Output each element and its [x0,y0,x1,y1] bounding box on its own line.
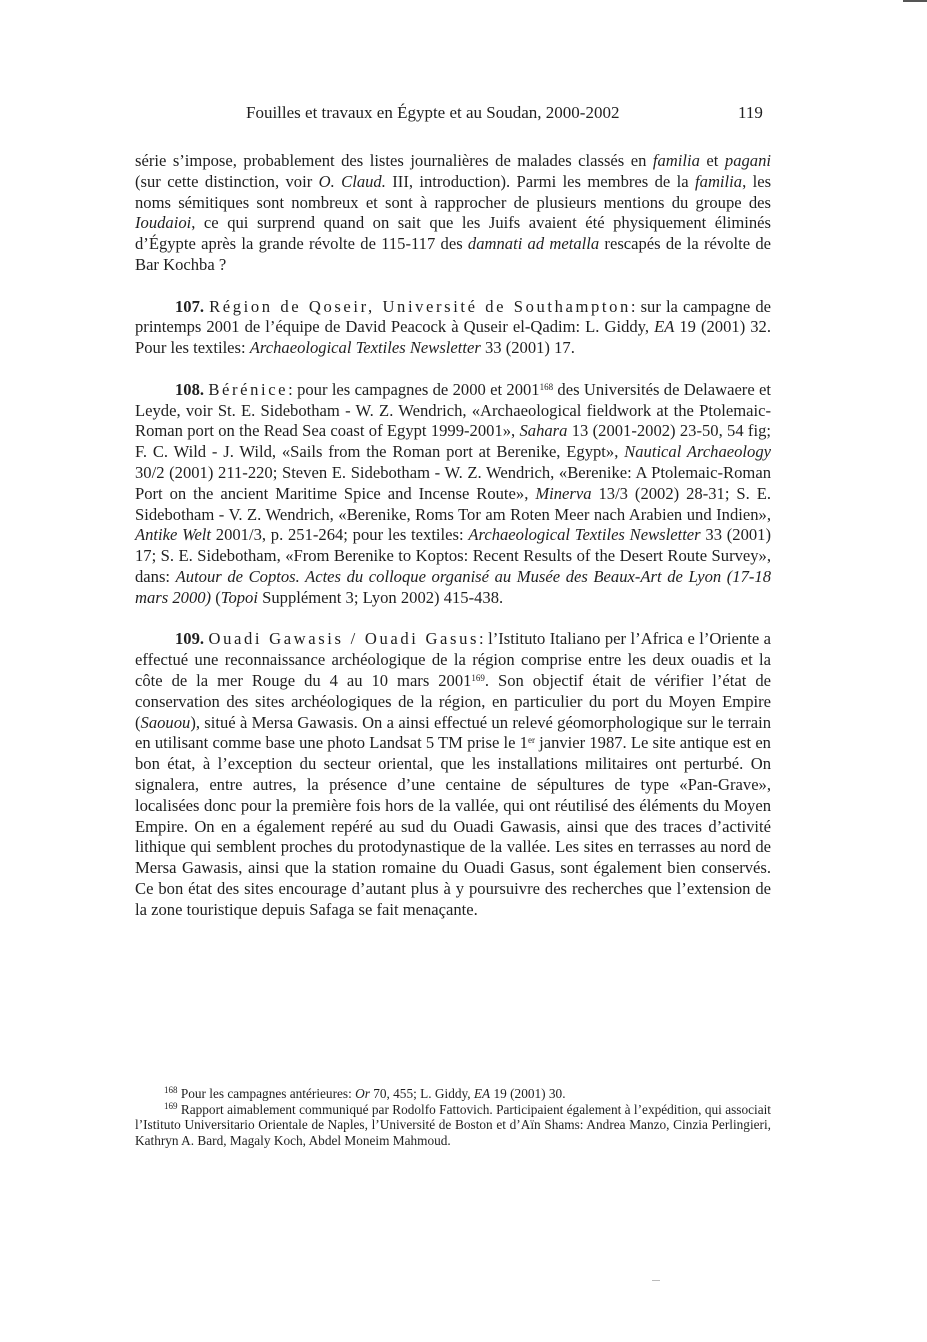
italic-reference: Autour de Coptos. Actes du colloque organisé au Musée des Beaux-Art de Lyon (17-18 mars 2000) [135,566,771,607]
text-run: . Son objectif était de vérifier l’état de conservation des sites archéologiques de la région, en particulier du port du Moyen Empire ( [135,670,771,732]
scan-mark [652,1280,660,1281]
italic-reference: Antike Welt [135,525,212,545]
italic-reference: Archaeological Textiles Newsletter [249,338,481,358]
text-run: 13/3 (2002) 28-31; S. E. Sidebotham - V. Z. Wendrich, «Berenike, Roms Tor am Roten Meer nach Arabien und Indien», [135,483,771,524]
text-run: des Universités de Delawaere et Leyde, voir St. E. Sidebotham - W. Z. Wendrich, «Archaeological fieldwork at the Ptolemaic-Roman port on the Read Sea coast of Egypt 1999-2001», [135,379,771,441]
section-number: 108. [175,379,205,399]
italic-reference: Or [355,1086,370,1101]
section-title: Ouadi Gawasis / Ouadi Gasus [208,629,480,649]
text-run: ), situé à Mersa Gawasis. On a ainsi effectué un relevé géomorphologique sur le terrain en utilisant comme base une photo Landsat 5 TM prise le 1 [135,712,771,753]
footnote-number: 169 [164,1100,178,1111]
footnote-number: 168 [164,1085,178,1095]
italic-reference: Archaeological Textiles Newsletter [468,525,701,545]
footnote-168 [135,1086,771,1102]
italic-term: familia [652,151,700,170]
italic-term: familia [695,171,743,191]
italic-term: Ioudaioi [135,213,192,233]
text-run: 70, 455; L. Giddy, [369,1086,474,1101]
italic-term: pagani [724,151,771,170]
italic-reference: O. Claud. [318,171,386,191]
text-run: (sur cette distinction, voir [135,171,319,191]
text-run: série s’impose, probablement des listes journalières de malades classés en [135,151,653,170]
text-run: , ce qui surprend quand on sait que les Juifs avaient été physiquement éliminés d’Égypte après la grande révolte de 115-117 des [135,213,771,254]
text-run: : sur la campagne de printemps 2001 de l’équipe de David Peacock à Quseir el-Qadim: L. Giddy, [135,296,771,337]
text-run: 13 (2001-2002) 23-50, 54 fig; F. C. Wild - J. Wild, «Sails from the Roman port at Berenike, Egypt», [135,421,771,462]
italic-reference: Nautical Archaeology [624,442,772,462]
section-number: 109. [175,629,205,649]
text-run: , les noms sémitiques sont nombreux et sont à rapprocher de plusieurs mentions du groupe des [135,171,772,212]
footnotes [135,1086,771,1148]
text-run: ( [211,587,221,607]
text-run: 33 (2001) 17. [480,338,575,358]
italic-term: Saouou [140,712,191,732]
page-corner-mark [903,0,927,2]
text-run: 2001/3, p. 251-264; pour les textiles: [211,525,469,545]
text-run: janvier 1987. Le site antique est en bon état, à l’exception du secteur oriental, que les installations militaires ont perturbé. On signalera, entre autres, la présence d’une centaine de sépultures de type «Pan-Grave», localisées donc pour la première fois hors de la vallée, qui ont réutilisé des éléments du Moyen Empire. On en a également repéré au sud du Ouadi Gawasis, ainsi que des traces d’activité lithique qui semblent proches du protodynastique de la vallée. Les sites en terrasses au nord de Mersa Gawasis, ainsi que la station romaine du Ouadi Gasus, sont également bien conservés. Ce bon état des sites encourage d’autant plus à y poursuivre des recherches que l’extension de la zone touristique depuis Safaga se fait menaçante. [135,733,771,919]
text-run: 19 (2001) 32. Pour les textiles: [135,317,771,358]
text-run: III, introduction). Parmi les membres de la [385,171,696,191]
footnote-ref: 168 [539,381,554,392]
intro-paragraph [135,151,771,276]
text-run: 30/2 (2001) 211-220; Steven E. Sidebotham - W. Z. Wendrich, «Berenike: A Ptolemaic-Roman Port on the ancient Maritime Spice and Incense Route», [135,462,771,503]
text-run: 19 (2001) 30. [490,1086,566,1101]
page-number: 119 [738,103,763,122]
ordinal-superscript: er [527,735,535,746]
text-run: Rapport aimablement communiqué par Rodolfo Fattovich. Participaient également à l’expédition, qui associait l’Istituto Universitario Orientale de Naples, l’Université de Boston et d’Aïn Shams: Andrea Manzo, Cinzia Perlingieri, Kathryn A. Bard, Magaly Koch, Abdel Moneim Mahmoud. [135,1101,771,1148]
text-run: Supplément 3; Lyon 2002) 415-438. [257,587,504,607]
section-109 [135,629,771,920]
text-run: 33 (2001) 17; S. E. Sidebotham, «From Berenike to Koptos: Recent Results of the Desert Route Survey», dans: [135,525,771,586]
text-run: : l’Istituto Italiano per l’Africa e l’Oriente a effectué une reconnaissance archéologique de la région comprise entre les deux ouadis et la côte de la mer Rouge du 4 au 10 mars 2001 [135,629,772,690]
text-run: : pour les campagnes de 2000 et 2001 [288,379,540,399]
italic-reference: Topoi [220,587,258,607]
italic-reference: Minerva [535,483,592,503]
footnote-ref: 169 [471,672,485,683]
main-text [135,151,771,920]
text-run: rescapés de la révolte de Bar Kochba ? [135,234,771,274]
italic-reference: EA [654,317,675,337]
section-number: 107. [175,296,205,316]
text-run: Pour les campagnes antérieures: [177,1086,356,1101]
italic-reference: EA [473,1086,491,1101]
italic-reference: Sahara [519,421,568,441]
italic-term: damnati ad metalla [467,234,600,254]
running-header [0,103,927,125]
section-title: Bérénice [208,379,289,399]
section-title: Région de Qoseir, Université de Southampton [209,296,631,316]
footnote-169 [135,1102,771,1149]
running-title: Fouilles et travaux en Égypte et au Soudan, 2000-2002 [246,103,620,122]
section-107 [135,297,771,359]
section-108 [135,380,771,609]
text-run: et [699,151,725,170]
